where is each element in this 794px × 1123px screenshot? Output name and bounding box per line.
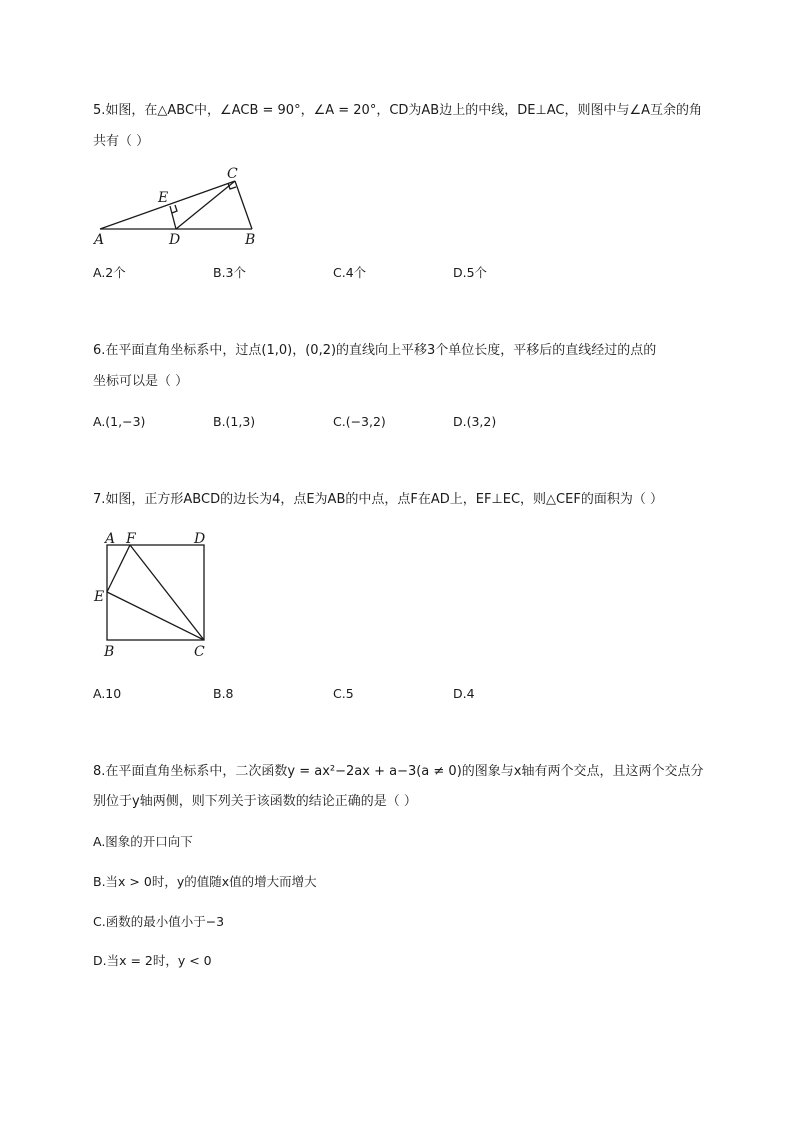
q5-label-a: A [94,232,105,248]
q5-stem-line-1: 5.如图，在△ABC中，∠ACB = 90°，∠A = 20°，CD为AB边上的中线，DE⊥AC，则图中与∠A互余的角 [93,103,703,118]
q8-option-c: C.函数的最小值小于−3 [93,914,225,929]
q8-stem-line-2: 别位于y轴两侧，则下列关于该函数的结论正确的是（ ） [93,794,417,809]
q7-stem-line-1: 7.如图，正方形ABCD的边长为4，点E为AB的中点，点F在AD上，EF⊥EC，则△CEF的面积为（ ） [93,492,663,507]
q5-right-angle-mark-c [228,183,236,189]
q8-option-d: D.当x = 2时，y < 0 [93,953,212,968]
q6-stem-line-1: 6.在平面直角坐标系中，过点(1,0)，(0,2)的直线向上平移3个单位长度，平移后的直线经过的点的 [93,343,657,358]
q7-label-b: B [104,644,115,660]
q7-label-e: E [94,589,105,605]
q7-label-f: F [126,531,136,547]
q8-stem-line-1: 8.在平面直角坐标系中，二次函数y = ax²−2ax + a−3(a ≠ 0)的图象与x轴有两个交点，且这两个交点分 [93,764,704,779]
q8-option-a: A.图象的开口向下 [93,834,193,849]
q5-label-c: C [227,166,238,182]
q5-label-b: B [245,232,256,248]
q6-option-d: D.(3,2) [453,414,497,429]
q7-label-d: D [194,531,206,547]
q7-label-c: C [194,644,205,660]
q5-option-a: A.2个 [93,265,126,280]
q7-label-a: A [105,531,116,547]
q7-segment-ec [107,592,204,640]
q7-option-d: D.4 [453,686,475,701]
q7-option-a: A.10 [93,686,122,701]
q5-option-c: C.4个 [333,265,367,280]
q8-option-b: B.当x > 0时，y的值随x值的增大而增大 [93,874,317,889]
q5-label-e: E [158,190,169,206]
q6-stem-line-2: 坐标可以是（ ） [93,374,189,389]
q5-side-ac [100,181,235,229]
q5-label-d: D [169,232,181,248]
q6-option-b: B.(1,3) [213,414,256,429]
q5-median-cd [176,181,235,229]
q6-option-a: A.(1,−3) [93,414,146,429]
q5-option-d: D.5个 [453,265,488,280]
q7-square-abcd [107,545,204,640]
q5-right-angle-mark-e [172,205,177,213]
q5-side-bc [235,181,252,229]
q5-stem-line-2: 共有（ ） [93,134,150,149]
q5-option-b: B.3个 [213,265,247,280]
q7-segment-ef [107,545,130,592]
q7-option-c: C.5 [333,686,354,701]
q7-segment-fc [130,545,204,640]
q5-segment-de [170,206,176,229]
q7-option-b: B.8 [213,686,234,701]
q6-option-c: C.(−3,2) [333,414,386,429]
